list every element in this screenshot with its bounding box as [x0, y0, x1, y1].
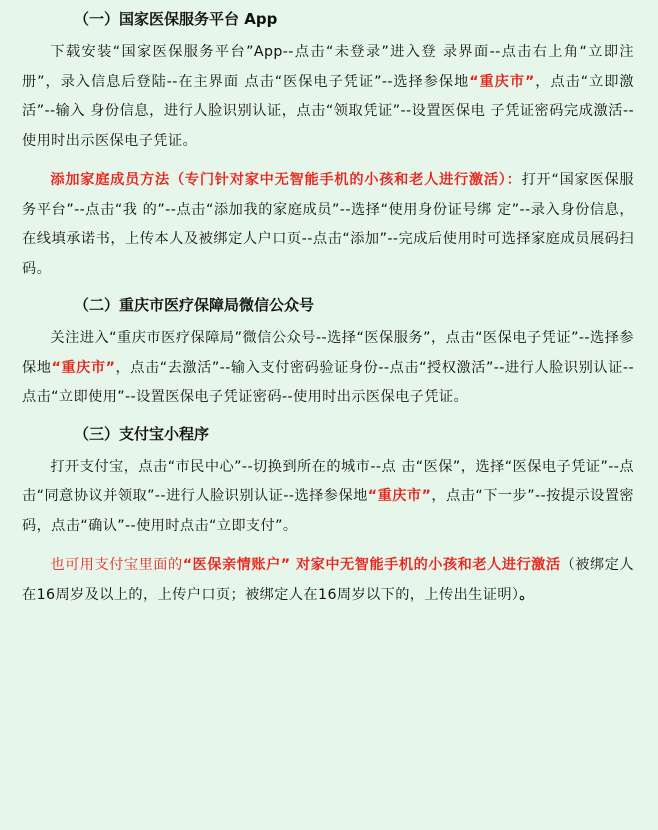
highlight-city: “重庆市” — [51, 359, 116, 376]
paragraph-family-members — [22, 166, 634, 284]
text-run: ，点击“立即激活”--输入 身份信息，进行人脸识别认证，点击“领取凭证”--设置医保电 子凭证密码完成激活--使用时出示医保电子凭证。 — [22, 73, 634, 149]
text-run-red: 也可用支付宝里面的 — [50, 557, 183, 573]
section-heading-wechat: （二）重庆市医疗保障局微信公众号 — [74, 296, 315, 314]
highlight-family-account: “医保亲情账户” — [182, 557, 291, 573]
section-heading-alipay: （三）支付宝小程序 — [74, 424, 210, 443]
paragraph-alipay-steps — [22, 453, 634, 542]
text-run: 关注进入“重庆市医疗保障局”微信公众号--选择“医保服务”，点击“医保电子凭证”--选择参保地 — [22, 330, 634, 376]
highlight-city: “重庆市” — [367, 488, 432, 504]
text-run: ，点击“去激活”--输入支付密码验证身份--点击“授权激活”--进行人脸识别认证--点击“立即使用”--设置医保电子凭证密码--使用时出示医保电子凭证。 — [22, 359, 634, 405]
highlight-city: “重庆市” — [469, 73, 535, 90]
highlight-family-activation: 对家中无智能手机的小孩和老人进行激活 — [290, 557, 561, 573]
paragraph-app-steps — [22, 38, 634, 156]
text-run-period: 。 — [519, 586, 535, 603]
section-heading-app: （一）国家医保服务平台 App — [74, 10, 278, 28]
text-run: ，点击“下一步”--按提示设置密 码，点击“确认”--使用时点击“立即支付”。 — [22, 488, 635, 534]
highlight-family-method: 添加家庭成员方法（专门针对家中无智能手机的小孩和老人进行激活）： — [50, 172, 522, 188]
text-run: 下载安装“国家医保服务平台”App--点击“未登录”进入登 录界面--点击右上角“立即注册”，录入信息后登陆--在主界面 点击“医保电子凭证”--选择参保地 — [22, 44, 634, 90]
paragraph-family-account — [22, 551, 634, 610]
text-run: 打开“国家医保服务平台”--点击“我 的”--点击“添加我的家庭成员”--选择“使用身份证号绑 定”--录入身份信息，在线填承诺书，上传本人及被绑定人户口页--点击“添加”--完成后使用时可选择家庭成员展码扫码。 — [22, 172, 634, 277]
paragraph-wechat-steps — [22, 324, 634, 413]
text-run: 打开支付宝，点击“市民中心”--切换到所在的城市--点 击“医保”，选择“医保电子凭证”--点击“同意协议并领取”--进行人脸识别认证--选择参保地 — [22, 458, 634, 504]
text-run: （被绑定人在16周岁及以上的，上传户口页；被绑定人在16周岁以下的，上传出生证明） — [22, 557, 634, 603]
